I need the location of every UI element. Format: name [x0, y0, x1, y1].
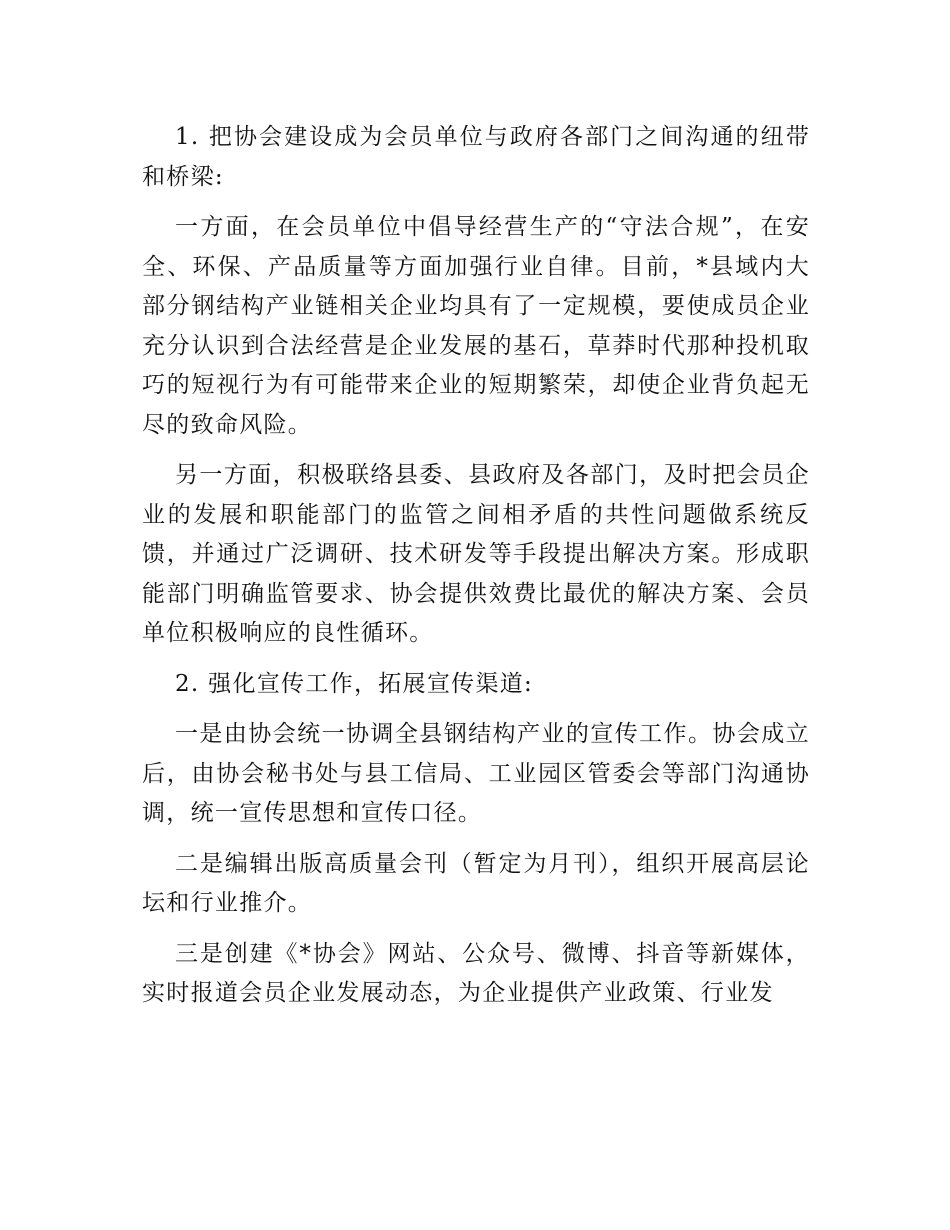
body-paragraph: 一是由协会统一协调全县钢结构产业的宣传工作。协会成立后，由协会秘书处与县工信局、工业园区管委会等部门沟通协调，统一宣传思想和宣传口径。	[142, 721, 810, 826]
body-paragraph: 另一方面，积极联络县委、县政府及各部门，及时把会员企业的发展和职能部门的监管之间相矛盾的共性问题做系统反馈，并通过广泛调研、技术研发等手段提出解决方案。形成职能部门明确监管要求、协会提供效费比最优的解决方案、会员单位积极响应的良性循环。	[142, 462, 810, 646]
document-body	[142, 118, 810, 1025]
body-paragraph: 二是编辑出版高质量会刊（暂定为月刊），组织开展高层论坛和行业推介。	[142, 850, 810, 916]
section-heading-1: 1. 把协会建设成为会员单位与政府各部门之间沟通的纽带和桥梁:	[142, 124, 810, 190]
body-paragraph: 一方面，在会员单位中倡导经营生产的“守法合规”，在安全、环保、产品质量等方面加强行业自律。目前，*县域内大部分钢结构产业链相关企业均具有了一定规模，要使成员企业充分认识到合法经营是企业发展的基石，草莽时代那种投机取巧的短视行为有可能带来企业的短期繁荣，却使企业背负起无尽的致命风险。	[142, 214, 810, 438]
section-heading-2: 2. 强化宣传工作，拓展宣传渠道:	[175, 670, 534, 697]
body-paragraph: 三是创建《*协会》网站、公众号、微博、抖音等新媒体，实时报道会员企业发展动态，为企业提供产业政策、行业发	[142, 940, 810, 1006]
